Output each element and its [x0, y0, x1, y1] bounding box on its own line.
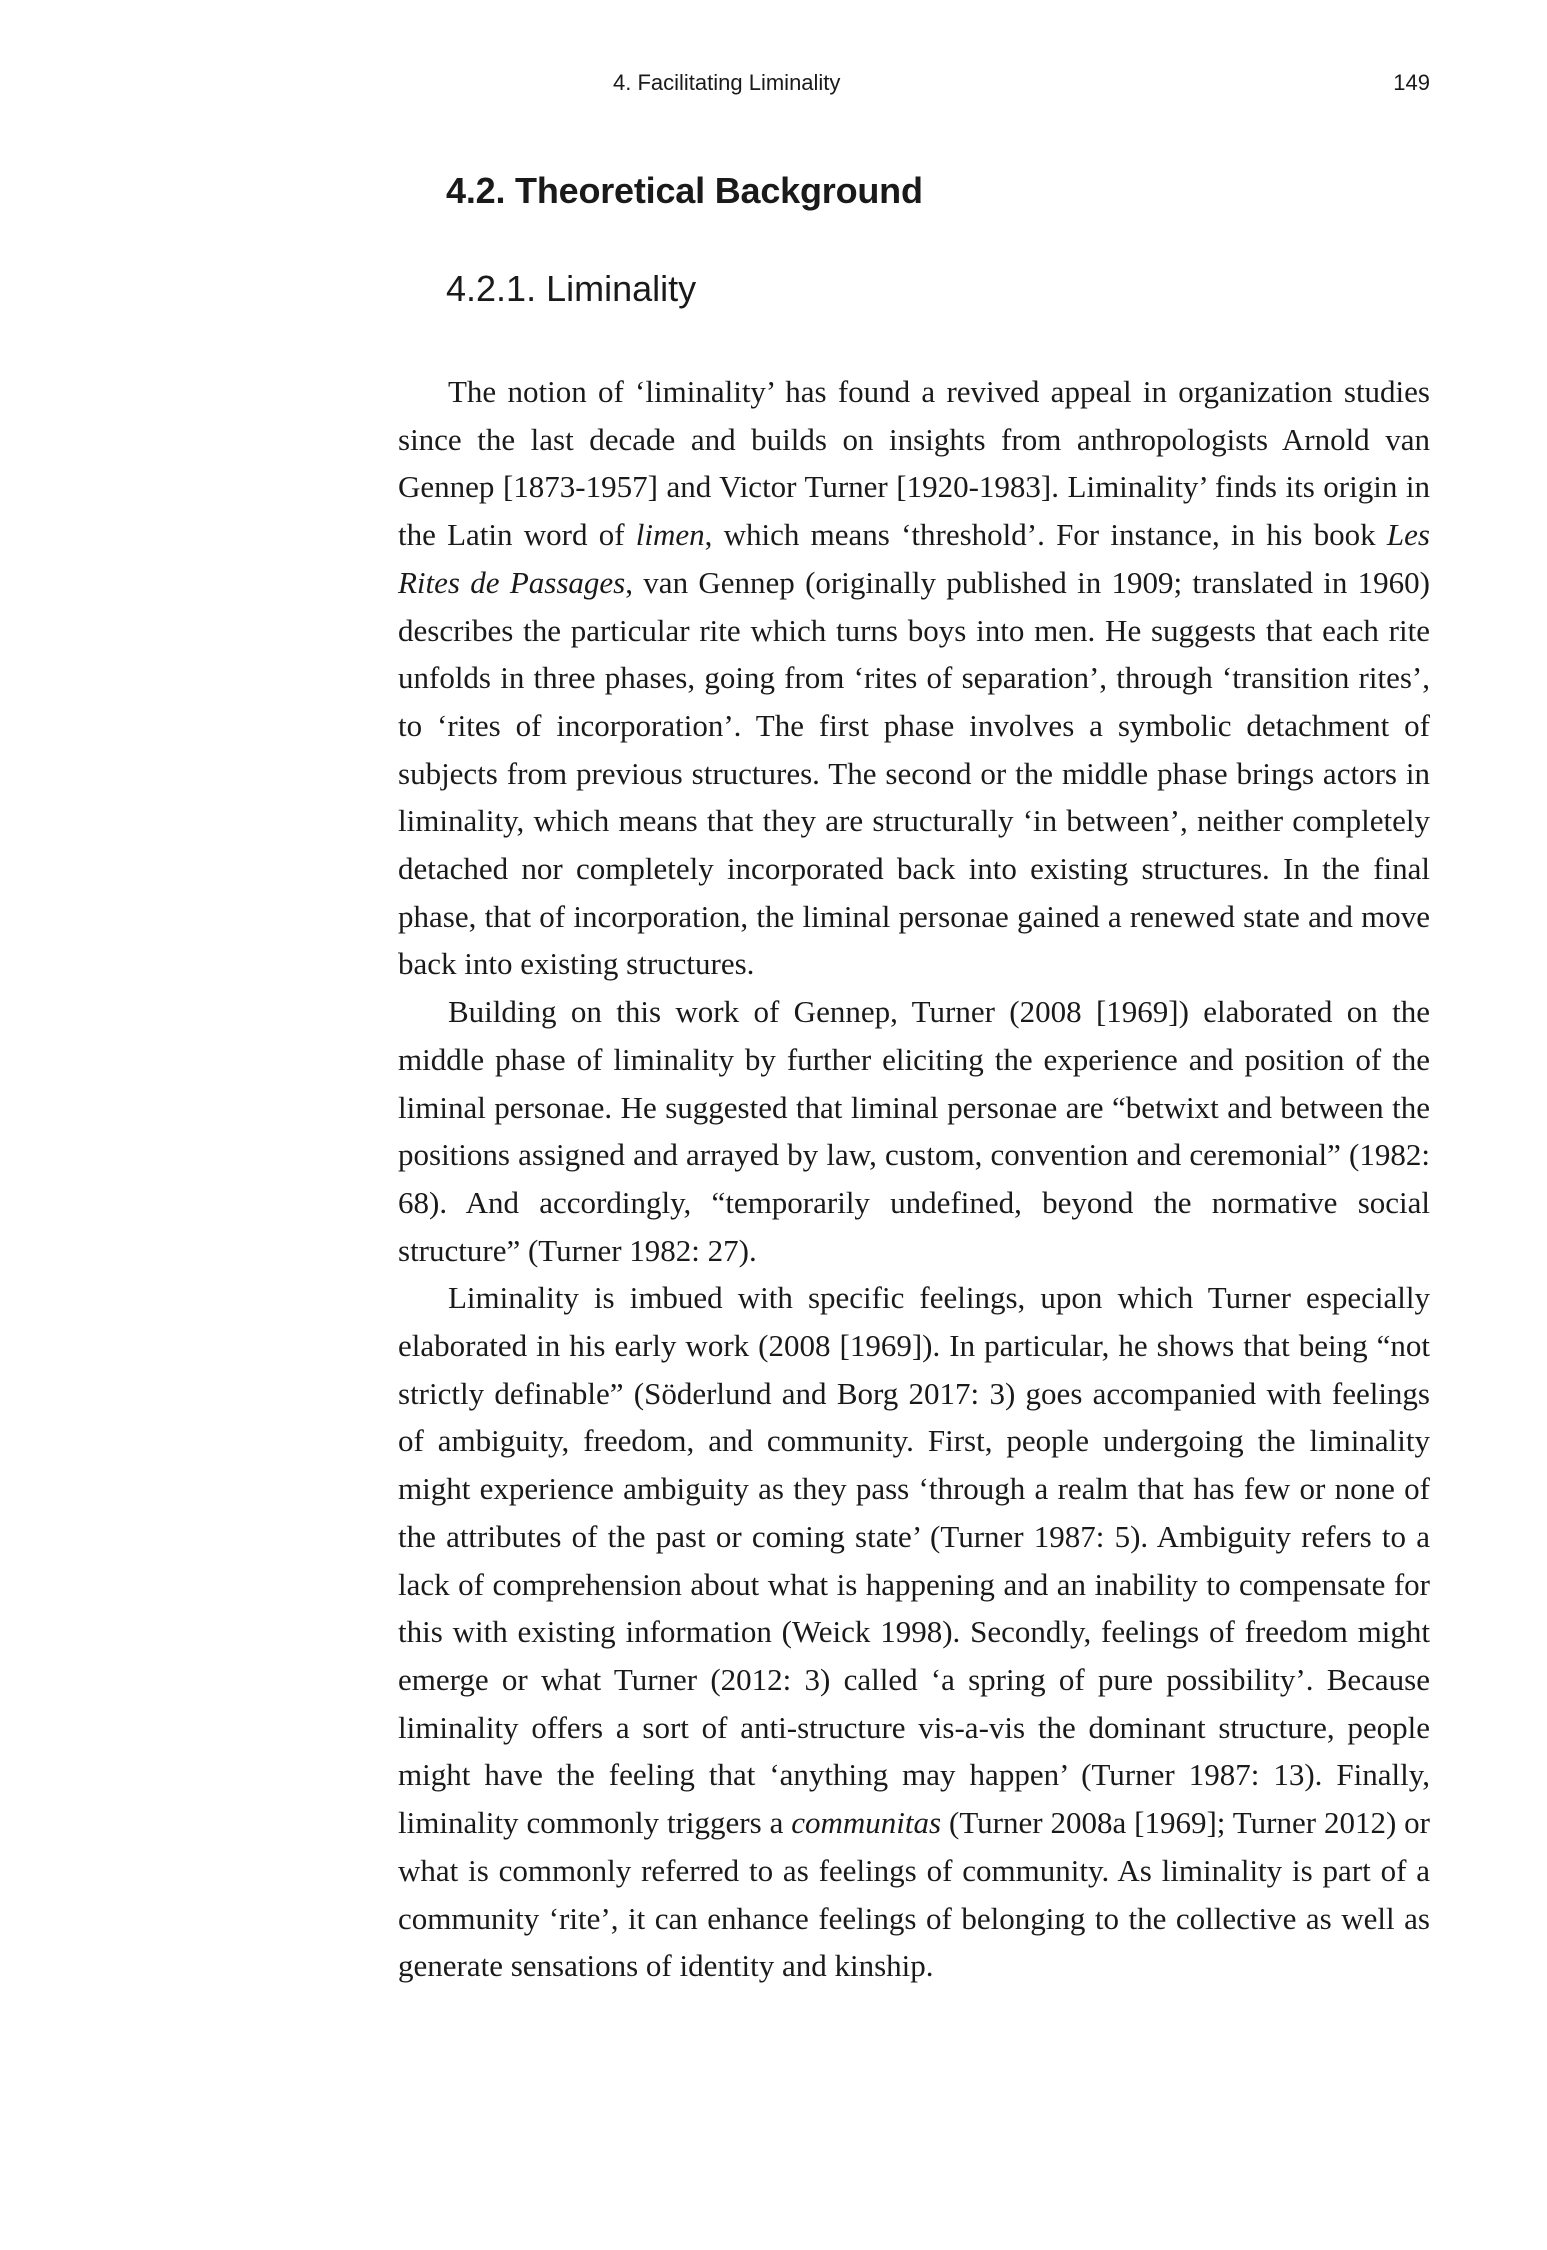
paragraph [398, 1274, 1430, 1990]
text-run: Building on this work of Gennep, Turner (2008 [1969]) elaborated on the middle phase of liminality by further eliciting the experience and position of the liminal personae. He suggested that liminal personae are “betwixt and between the positions assigned and arrayed by law, custom, convention and ceremonial” (1982: 68). And accordingly, “temporarily undefined, beyond the normative social structure” (Turner 1982: 27). [398, 994, 1430, 1268]
paragraph [398, 368, 1430, 988]
running-header [398, 70, 1430, 100]
text-run: The notion of ‘liminality’ has found a revived appeal in organization studies since the last decade and builds on insights from anthropologists Arnold van Gennep [1873-1957] and Victor Turner [1920-1983]. Liminality’ finds its origin in the Latin word of [398, 374, 1430, 553]
chapter-title: 4. Facilitating Liminality [613, 70, 841, 95]
text-run: , van Gennep (originally published in 1909; translated in 1960) describes the particular rite which turns boys into men. He suggests that each rite unfolds in three phases, going from ‘rites of separation’, through ‘transition rites’, to ‘rites of incorporation’. The first phase involves a symbolic detachment of subjects from previous structures. The second or the middle phase brings actors in liminality, which means that they are structurally ‘in between’, neither completely detached nor completely incorporated back into existing structures. In the final phase, that of incorporation, the liminal personae gained a renewed state and move back into existing structures. [398, 564, 1430, 982]
italic-term: limen [635, 517, 705, 553]
italic-term: Les Rites de Passages [398, 517, 1430, 600]
body-text [398, 368, 1430, 1990]
text-run: Liminality is imbued with specific feelings, upon which Turner especially elaborated in his early work (2008 [1969]). In particular, he shows that being “not strictly definable” (Söderlund and Borg 2017: 3) goes accompanied with feelings of ambiguity, freedom, and community. First, people undergoing the liminality might experience ambiguity as they pass ‘through a realm that has few or none of the attributes of the past or coming state’ (Turner 1987: 5). Ambiguity refers to a lack of comprehension about what is happening and an inability to compensate for this with existing information (Weick 1998). Secondly, feelings of freedom might emerge or what Turner (2012: 3) called ‘a spring of pure possibility’. Because liminality offers a sort of anti-structure vis-a-vis the dominant structure, people might have the feeling that ‘anything may happen’ (Turner 1987: 13). Finally, liminality commonly triggers a [398, 1280, 1430, 1841]
section-title: 4.2. Theoretical Background [446, 170, 923, 211]
paragraph [398, 988, 1430, 1274]
text-run: (Turner 2008a [1969]; Turner 2012) or what is commonly referred to as feelings of community. As liminality is part of a community ‘rite’, it can enhance feelings of belonging to the collective as well as generate sensations of identity and kinship. [398, 1805, 1431, 1984]
subsection-title: 4.2.1. Liminality [446, 268, 697, 309]
italic-term: communitas [791, 1805, 942, 1841]
page-number: 149 [1393, 70, 1430, 95]
text-run: , which means ‘threshold’. For instance, in his book [704, 517, 1387, 553]
